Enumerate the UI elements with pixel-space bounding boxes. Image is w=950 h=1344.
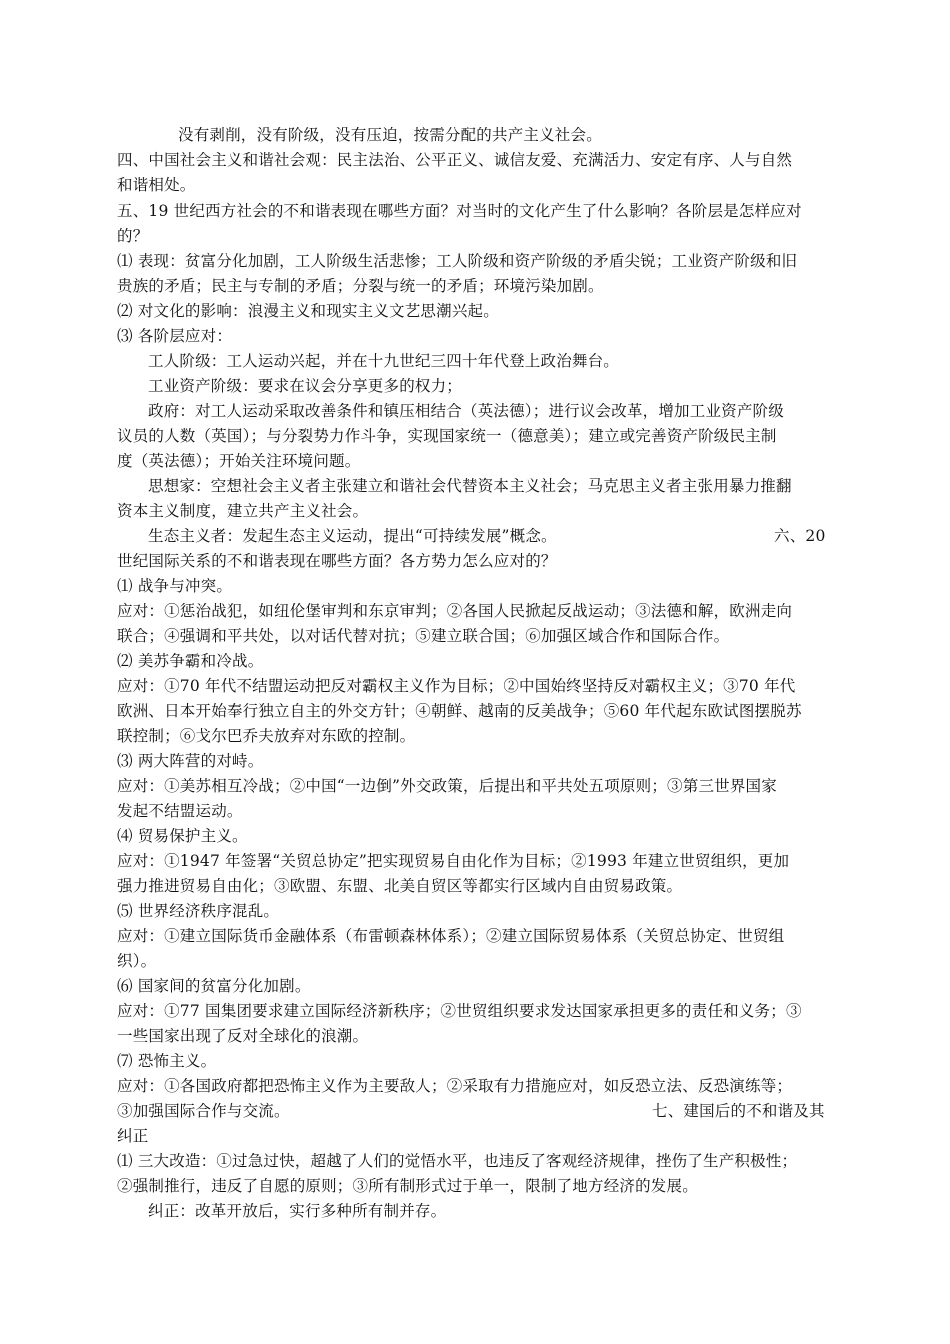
text-line: 应对：①惩治战犯，如纽伦堡审判和东京审判；②各国人民掀起反战运动；③法德和解，欧洲走向 xyxy=(117,602,793,620)
text-line: ⑹ 国家间的贫富分化加剧。 xyxy=(117,977,311,995)
section-four-heading: 四、中国社会主义和谐社会观：民主法治、公平正义、诚信友爱、充满活力、安定有序、人与自然 xyxy=(117,151,793,169)
text-line: 工业资产阶级：要求在议会分享更多的权力； xyxy=(148,377,463,395)
text-line: 一些国家出现了反对全球化的浪潮。 xyxy=(117,1027,369,1045)
section-seven-heading: 七、建国后的不和谐及其 xyxy=(652,1102,825,1120)
text-line: 和谐相处。 xyxy=(117,176,196,194)
text-line: ⑶ 两大阵营的对峙。 xyxy=(117,752,264,770)
text-line: 联控制；⑥戈尔巴乔夫放弃对东欧的控制。 xyxy=(117,727,416,745)
text-line: 思想家：空想社会主义者主张建立和谐社会代替资本主义社会；马克思主义者主张用暴力推翻 xyxy=(148,477,792,495)
text-line: ⑶ 各阶层应对： xyxy=(117,327,233,345)
text-line: 纠正 xyxy=(117,1127,149,1145)
text-line: 政府：对工人运动采取改善条件和镇压相结合（英法德）；进行议会改革，增加工业资产阶级 xyxy=(148,402,784,420)
text-line: 强力推进贸易自由化；③欧盟、东盟、北美自贸区等都实行区域内自由贸易政策。 xyxy=(117,877,683,895)
text-line: ⑴ 战争与冲突。 xyxy=(117,577,233,595)
text-line: ②强制推行，违反了自愿的原则；③所有制形式过于单一，限制了地方经济的发展。 xyxy=(117,1177,698,1195)
text-line: 应对：①1947 年签署“关贸总协定”把实现贸易自由化作为目标；②1993 年建立世贸组织，更加 xyxy=(117,852,790,870)
text-line: ⑵ 对文化的影响：浪漫主义和现实主义文艺思潮兴起。 xyxy=(117,302,499,320)
section-five-heading: 五、19 世纪西方社会的不和谐表现在哪些方面？对当时的文化产生了什么影响？各阶层是怎样应对 xyxy=(117,202,802,220)
text-line: 织）。 xyxy=(117,952,157,970)
text-line: 应对：①77 国集团要求建立国际经济新秩序；②世贸组织要求发达国家承担更多的责任和义务；③ xyxy=(117,1002,802,1020)
text-line: ⑴ 表现：贫富分化加剧，工人阶级生活悲惨；工人阶级和资产阶级的矛盾尖锐；工业资产阶级和旧 xyxy=(117,252,798,270)
text-line: ⑸ 世界经济秩序混乱。 xyxy=(117,902,280,920)
text-line: 的？ xyxy=(117,227,149,245)
text-line: 议员的人数（英国）；与分裂势力作斗争，实现国家统一（德意美）；建立或完善资产阶级民主制 xyxy=(117,427,777,445)
text-line: ⑺ 恐怖主义。 xyxy=(117,1052,217,1070)
text-line: 欧洲、日本开始奉行独立自主的外交方针；④朝鲜、越南的反美战争；⑤60 年代起东欧试图摆脱苏 xyxy=(117,702,802,720)
text-line: 没有剥削，没有阶级，没有压迫，按需分配的共产主义社会。 xyxy=(178,126,602,144)
text-line: ⑵ 美苏争霸和冷战。 xyxy=(117,652,264,670)
text-line: 发起不结盟运动。 xyxy=(117,802,243,820)
text-line: ③加强国际合作与交流。 xyxy=(117,1102,290,1120)
text-line: 应对：①各国政府都把恐怖主义作为主要敌人；②采取有力措施应对，如反恐立法、反恐演练等； xyxy=(117,1077,793,1095)
text-line: ⑷ 贸易保护主义。 xyxy=(117,827,248,845)
text-line: 应对：①70 年代不结盟运动把反对霸权主义作为目标；②中国始终坚持反对霸权主义；③70 年代 xyxy=(117,677,796,695)
text-line: 资本主义制度，建立共产主义社会。 xyxy=(117,502,369,520)
text-line: 应对：①美苏相互冷战；②中国“一边倒”外交政策，后提出和平共处五项原则；③第三世界国家 xyxy=(117,777,777,795)
text-line: 联合；④强调和平共处，以对话代替对抗；⑤建立联合国；⑥加强区域合作和国际合作。 xyxy=(117,627,730,645)
text-line: 世纪国际关系的不和谐表现在哪些方面？各方势力怎么应对的？ xyxy=(117,552,557,570)
text-line: ⑴ 三大改造：①过急过快，超越了人们的觉悟水平，也违反了客观经济规律，挫伤了生产积极性； xyxy=(117,1152,798,1170)
text-line: 工人阶级：工人运动兴起，并在十九世纪三四十年代登上政治舞台。 xyxy=(148,352,620,370)
text-line: 度（英法德）；开始关注环境问题。 xyxy=(117,452,361,470)
text-line: 生态主义者：发起生态主义运动，提出“可持续发展”概念。 xyxy=(148,527,557,545)
text-line: 纠正：改革开放后，实行多种所有制并存。 xyxy=(148,1202,447,1220)
text-line: 应对：①建立国际货币金融体系（布雷顿森林体系）；②建立国际贸易体系（关贸总协定、世贸组 xyxy=(117,927,785,945)
section-six-heading: 六、20 xyxy=(774,527,826,545)
text-line: 贵族的矛盾；民主与专制的矛盾；分裂与统一的矛盾；环境污染加剧。 xyxy=(117,277,604,295)
